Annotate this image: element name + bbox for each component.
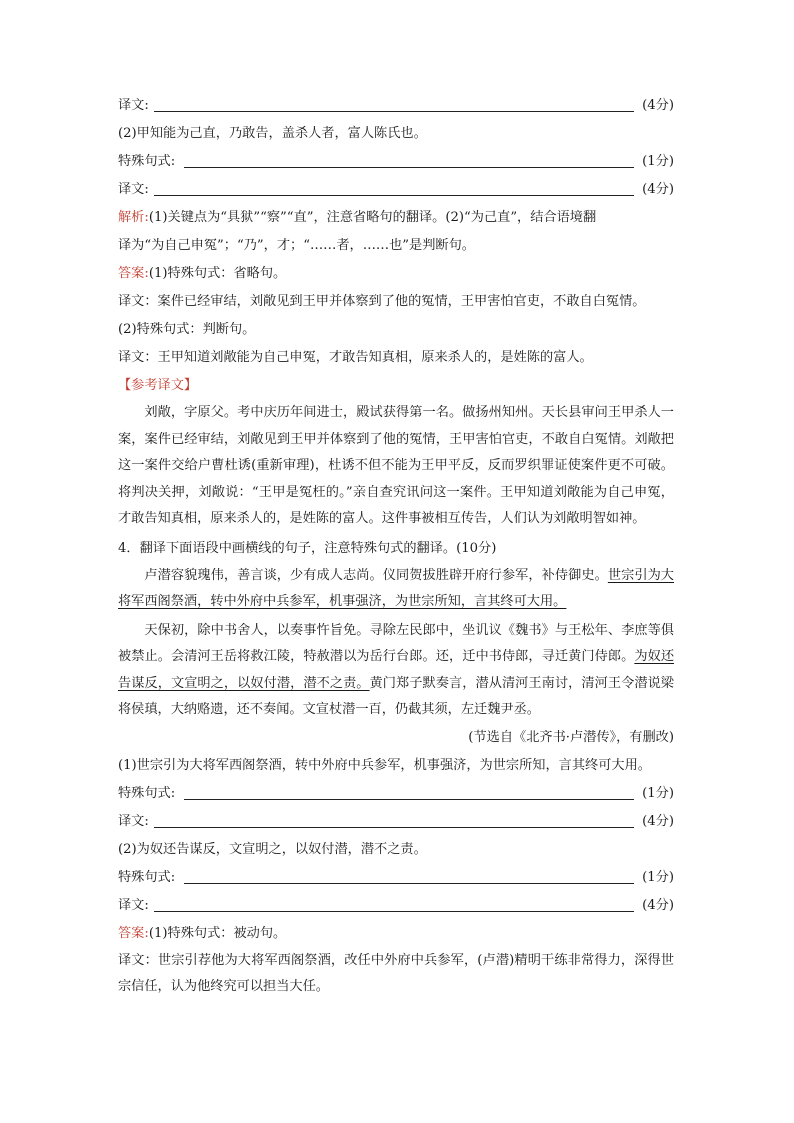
answer-line-special-syntax [118, 780, 674, 808]
answer-label: 答案: [118, 925, 149, 941]
answer-line-special-syntax [118, 148, 674, 176]
analysis-line [118, 204, 674, 232]
answer-blank[interactable] [154, 92, 634, 120]
score-label: (4分) [642, 813, 674, 829]
score-label: (4分) [642, 98, 674, 113]
answer-line-label: 译文: [118, 182, 149, 197]
reference-translation-text: 刘敞，字原父。考中庆历年间进士，殿试获得第一名。做扬州知州。天长县审问王甲杀人一案，案件已经审结，刘敞见到王甲并体察到了他的冤情，王甲害怕官吏，不敢自白冤情。刘敞把这一案件交给户曹杜诱(重新审理)，杜诱不但不能为王甲平反，反而罗织罪证使案件更不可破。将判决关押，刘敞说：“王甲是冤枉的。”亲自查究讯问这一案件。王甲知道刘敞能为自己申冤，才敢告知真相，原来杀人的，是姓陈的富人。这件事被相互传告，人们认为刘敞明智如神。 [118, 405, 674, 526]
question-sentence: (2)为奴还告谋反，文宣明之，以奴付潜，潜不之责。 [118, 841, 427, 857]
answer-line-label: 译文: [118, 897, 149, 913]
answer-line-label: 特殊句式: [118, 154, 176, 169]
answer-text: (1)特殊句式：省略句。 [148, 266, 287, 281]
score-label: (4分) [642, 897, 674, 913]
translation-text: 译文：案件已经审结，刘敞见到王甲并体察到了他的冤情，王甲害怕官吏，不敢自白冤情。 [118, 294, 646, 309]
answer-blank[interactable] [184, 148, 634, 176]
answer-line-special-syntax [118, 864, 674, 892]
passage-paragraph [118, 618, 674, 724]
score-label: (4分) [642, 182, 674, 197]
answer-blank[interactable] [184, 780, 634, 808]
answer-text: (2)特殊句式：判断句。 [118, 322, 256, 337]
score-label: (1分) [642, 785, 674, 801]
source-citation: (节选自《北齐书·卢潜传》，有删改) [468, 729, 674, 745]
answer-blank[interactable] [184, 864, 634, 892]
underlined-sentence: 为奴还告谋反，文宣明之，以奴付潜，潜不之责。 [118, 649, 675, 691]
answer-line-label: 特殊句式: [118, 869, 176, 885]
passage-text: 黄门郑子默奏言，潜从清河王南讨，清河王令潜说梁将侯瑱，大纳赂遗，还不奏闻。文宣杖潜一百，仍截其须，左迁魏尹丞。 [118, 675, 674, 717]
score-label: (1分) [642, 154, 674, 169]
answer-blank[interactable] [154, 808, 634, 836]
answer-line-label: 译文: [118, 813, 149, 829]
answer-line-translation [118, 892, 674, 920]
reference-translation-title: 【参考译文】 [118, 378, 198, 393]
translation-text: 译文：王甲知道刘敞能为自己申冤，才敢告知真相，原来杀人的，是姓陈的富人。 [118, 350, 593, 365]
passage-text: 卢潜容貌瑰伟，善言谈，少有成人志尚。仪同贺拔胜辟开府行参军，补侍御史。 [144, 567, 608, 583]
answer-text: (1)特殊句式：被动句。 [148, 925, 287, 941]
passage-text: 天保初，除中书舍人，以奏事忤旨免。寻除左民郎中，坐讥议《魏书》与王松年、李庶等俱被禁止。会清河王岳将救江陵，特赦潜以为岳行台郎。还，迁中书侍郎，寻迁黄门侍郎。 [118, 622, 674, 664]
answer-blank[interactable] [154, 176, 634, 204]
answer-line-translation [118, 176, 674, 204]
answer-line-translation [118, 808, 674, 836]
answer-line-label: 特殊句式: [118, 785, 176, 801]
answer-line [118, 920, 674, 948]
analysis-label: 解析: [118, 210, 149, 225]
passage-paragraph [118, 563, 674, 616]
score-label: (1分) [642, 869, 674, 885]
answer-line-translation [118, 92, 674, 120]
answer-line [118, 260, 674, 288]
question-heading: 4．翻译下面语段中画横线的句子，注意特殊句式的翻译。(10分) [118, 540, 497, 556]
question-sentence: (1)世宗引为大将军西阁祭酒，转中外府中兵参军，机事强济，为世宗所知，言其终可大用。 [118, 757, 651, 773]
document-page [118, 92, 674, 1001]
analysis-text: (1)关键点为“具狱”“察”“直”，注意省略句的翻译。(2)“为己直”，结合语境翻 [148, 210, 597, 225]
answer-line-label: 译文: [118, 98, 149, 113]
answer-blank[interactable] [154, 892, 634, 920]
translation-text: 译文：世宗引荐他为大将军西阁祭酒，改任中外府中兵参军，(卢潜)精明干练非常得力，深得世宗信任，认为他终究可以担当大任。 [118, 952, 674, 994]
answer-label: 答案: [118, 266, 149, 281]
question-sentence: (2)甲知能为己直，乃敢告，盖杀人者，富人陈氏也。 [118, 126, 427, 141]
underlined-sentence: 世宗引为大将军西阁祭酒，转中外府中兵参军，机事强济，为世宗所知，言其终可大用。 [118, 567, 674, 609]
analysis-line-cont: 译为“为自己申冤”；“乃”，才；“……者，……也”是判断句。 [118, 238, 475, 253]
